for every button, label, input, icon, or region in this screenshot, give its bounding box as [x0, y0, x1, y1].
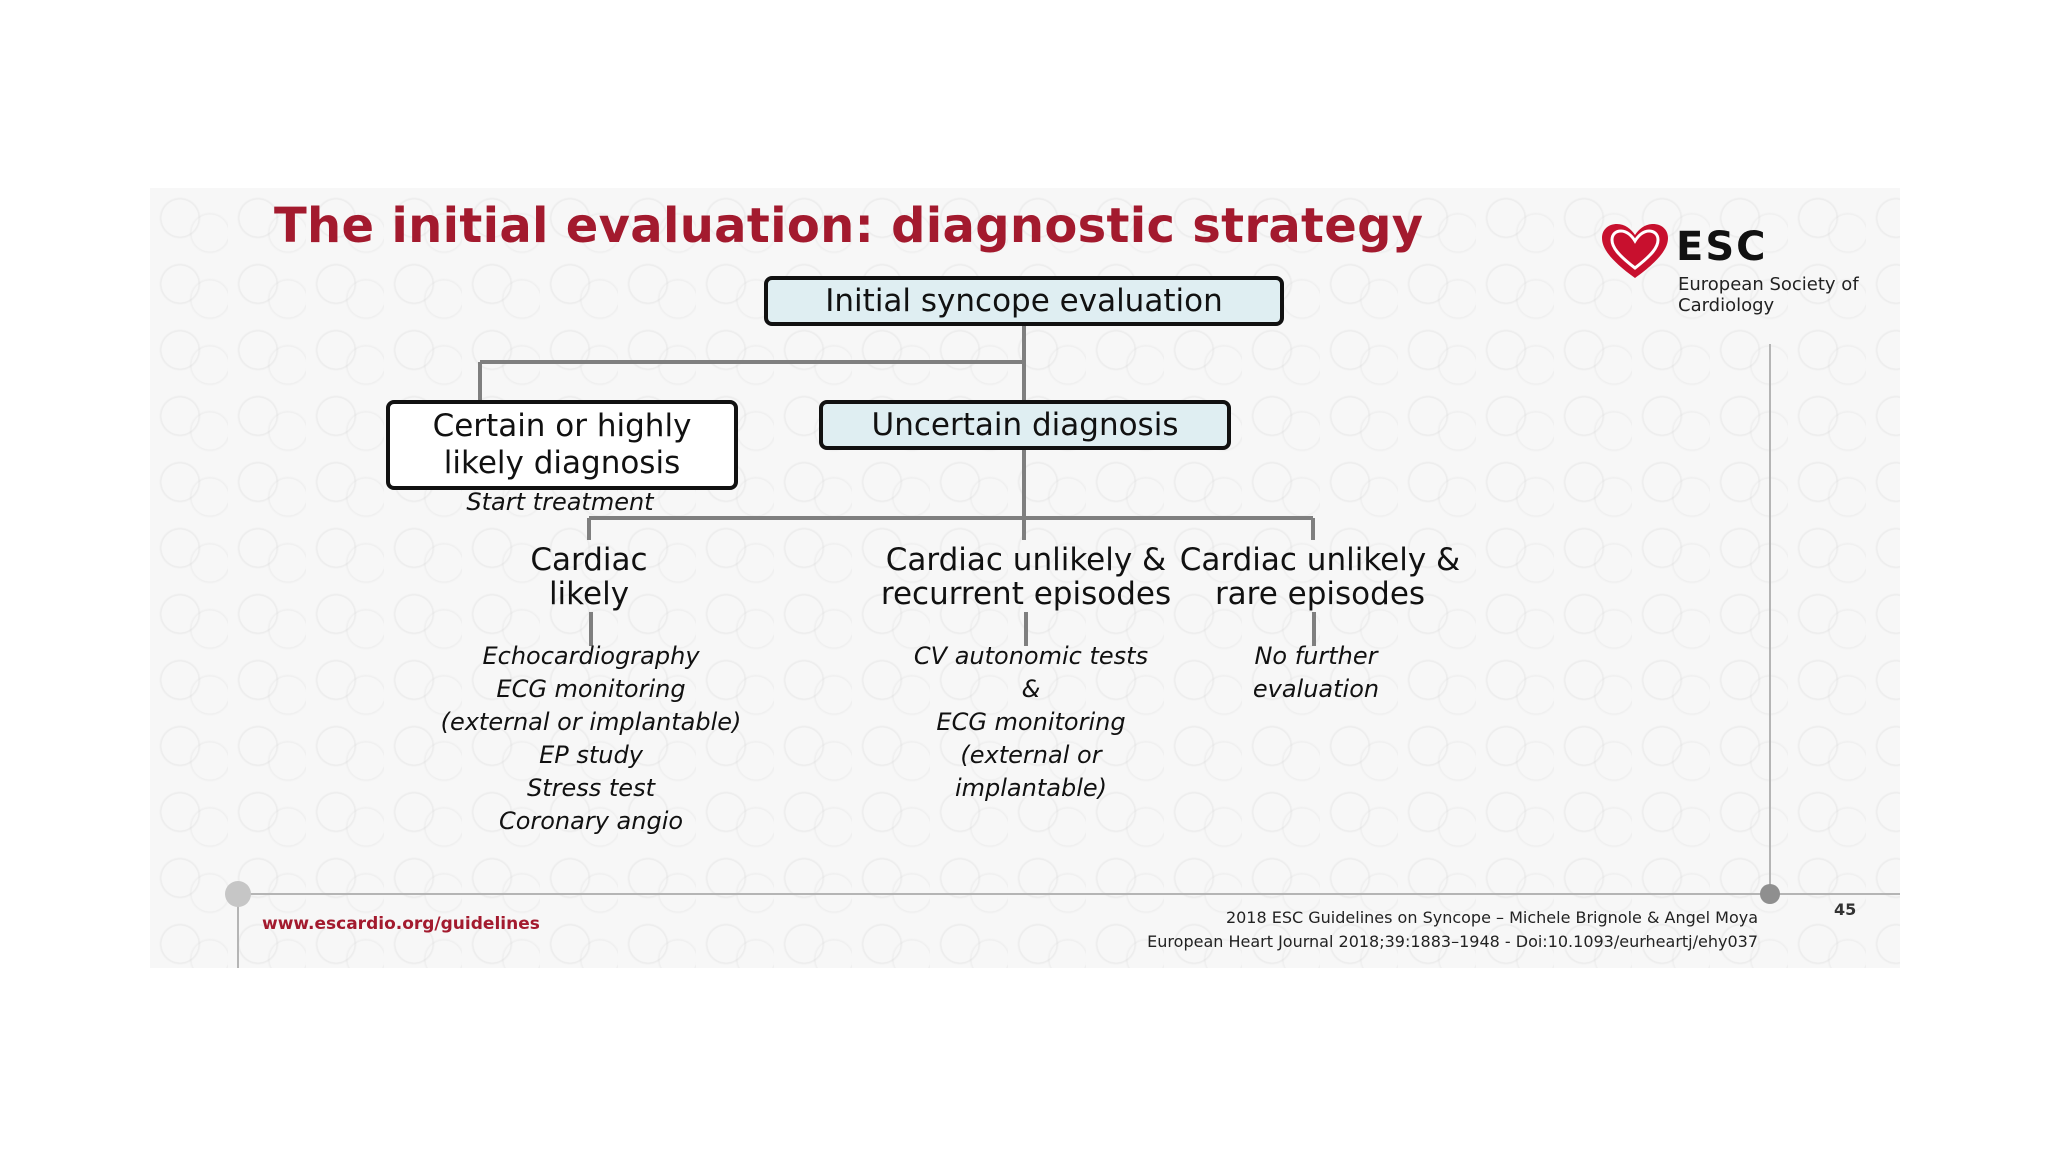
- branch-label-recurrent-episodes: Cardiac unlikely & recurrent episodes: [880, 542, 1172, 612]
- slide: [150, 188, 1900, 968]
- page-number: 45: [1834, 900, 1857, 919]
- logo-abbreviation: ESC: [1676, 224, 1768, 270]
- certain-diagnosis-box: Certain or highly likely diagnosis: [386, 400, 738, 490]
- logo-organization-name: European Society of Cardiology: [1678, 274, 1859, 316]
- citation-text: 2018 ESC Guidelines on Syncope – Michele Brignole & Angel Moya European Heart Journal 2018;39:1883–1948 - Doi:10.1093/eurheartj/ehy037: [1147, 908, 1758, 951]
- slide-title: The initial evaluation: diagnostic strategy: [274, 198, 1424, 254]
- uncertain-diagnosis-box: Uncertain diagnosis: [819, 400, 1231, 450]
- root-node-box: Initial syncope evaluation: [764, 276, 1284, 326]
- branch-label-rare-episodes: Cardiac unlikely & rare episodes: [1179, 542, 1461, 612]
- branch-label-cardiac-likely: Cardiac likely: [530, 542, 648, 612]
- tests-rare-episodes: No further evaluation: [1252, 642, 1380, 703]
- tests-cardiac-likely: Echocardiography ECG monitoring (external or implantable) EP study Stress test Coronary angio: [440, 642, 742, 835]
- tests-recurrent-episodes: CV autonomic tests & ECG monitoring (external or implantable): [913, 642, 1149, 802]
- start-treatment-text: Start treatment: [466, 488, 654, 516]
- guidelines-url[interactable]: www.escardio.org/guidelines: [262, 914, 540, 934]
